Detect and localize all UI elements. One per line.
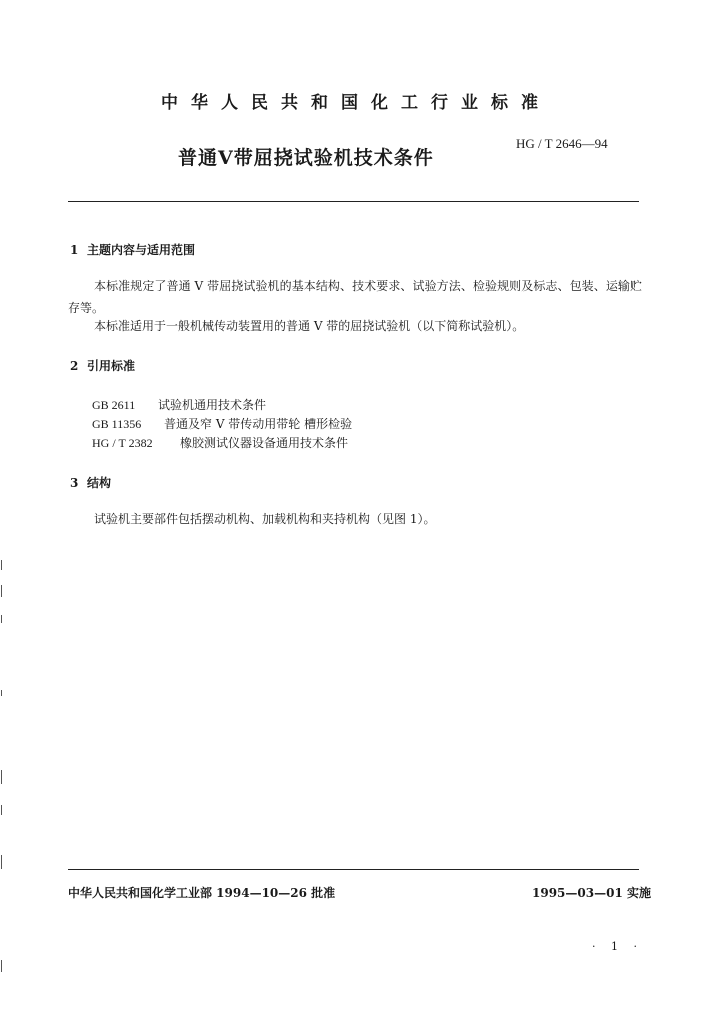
section-2-title: 引用标准 bbox=[87, 359, 136, 373]
header-rule bbox=[68, 201, 639, 202]
section-1-heading bbox=[70, 241, 195, 258]
document-title: 普通V带屈挠试验机技术条件 bbox=[178, 147, 434, 169]
reference-item bbox=[92, 396, 266, 413]
implementation-date: 1995—03—01 实施 bbox=[532, 886, 651, 900]
section-1-title: 主题内容与适用范围 bbox=[87, 243, 196, 257]
reference-item bbox=[92, 415, 352, 432]
footer-rule bbox=[68, 869, 639, 870]
reference-code: GB 2611 bbox=[92, 398, 136, 412]
scan-edge-mark bbox=[1, 770, 2, 784]
section-1-number: 1 bbox=[70, 243, 79, 257]
section-1-paragraph-1: 本标准规定了普通 V 带屈挠试验机的基本结构、技术要求、试验方法、检验规则及标志、包装、运输贮存等。 bbox=[68, 279, 642, 315]
scan-edge-mark bbox=[1, 560, 2, 570]
section-3-title: 结构 bbox=[87, 476, 112, 490]
scan-edge-mark bbox=[1, 585, 2, 597]
section-2-number: 2 bbox=[70, 359, 79, 373]
standard-type-header: 中华人民共和国化工行业标准 bbox=[161, 93, 551, 113]
section-3-heading bbox=[70, 474, 111, 491]
reference-code: HG / T 2382 bbox=[92, 436, 153, 450]
section-1-paragraph-2: 本标准适用于一般机械传动装置用的普通 V 带的屈挠试验机（以下简称试验机）。 bbox=[94, 319, 525, 333]
reference-item bbox=[92, 434, 348, 451]
scan-edge-mark bbox=[1, 690, 2, 696]
approval-note: 中华人民共和国化学工业部 1994—10—26 批准 bbox=[68, 886, 336, 900]
reference-code: GB 11356 bbox=[92, 417, 142, 431]
section-3-number: 3 bbox=[70, 476, 79, 490]
section-2-heading bbox=[70, 357, 135, 374]
standard-code: HG / T 2646—94 bbox=[516, 136, 608, 151]
reference-title: 普通及窄 V 带传动用带轮 槽形检验 bbox=[164, 417, 353, 431]
scan-edge-mark bbox=[1, 855, 2, 869]
scan-edge-mark bbox=[1, 960, 2, 972]
page-number: · 1 · bbox=[592, 940, 643, 953]
section-3-paragraph-1: 试验机主要部件包括摆动机构、加载机构和夹持机构（见图 1）。 bbox=[94, 512, 436, 526]
reference-title: 橡胶测试仪器设备通用技术条件 bbox=[180, 436, 349, 450]
reference-title: 试验机通用技术条件 bbox=[158, 398, 267, 412]
scan-edge-mark bbox=[1, 805, 2, 815]
scan-edge-mark bbox=[1, 615, 2, 623]
